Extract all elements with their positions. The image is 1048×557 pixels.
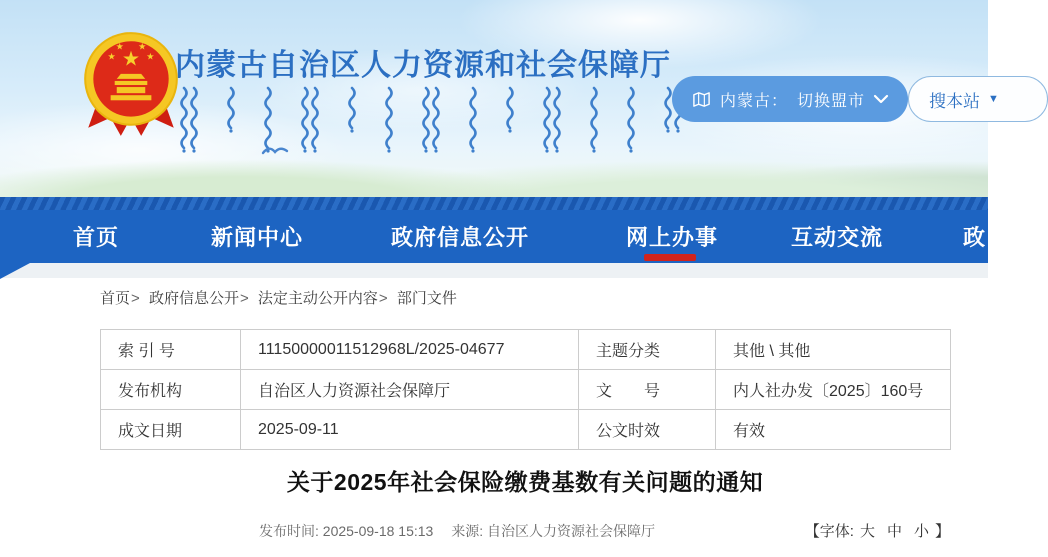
article-meta [259, 521, 655, 541]
search-label: 搜本站 [929, 91, 980, 111]
font-size-medium[interactable]: 中 [886, 523, 902, 540]
site-title[interactable]: 内蒙古自治区人力资源和社会保障厅 [175, 49, 671, 82]
doc-info-label: 主题分类 [579, 330, 716, 370]
svg-text:★: ★ [138, 41, 147, 52]
region-switcher-button[interactable] [672, 76, 908, 122]
active-nav-indicator [644, 254, 696, 261]
breadcrumb-statutory-disclosure[interactable]: 法定主动公开内容 [257, 290, 378, 307]
doc-info-label: 发布机构 [101, 370, 241, 410]
breadcrumb-separator: > [131, 290, 140, 307]
region-current-label: 内蒙古： [720, 92, 789, 110]
font-size-small[interactable]: 小 [913, 523, 929, 540]
breadcrumb-home[interactable]: 首页 [100, 290, 131, 307]
national-emblem-logo [78, 28, 184, 140]
doc-info-table [100, 329, 951, 450]
doc-info-value: 自治区人力资源社会保障厅 [241, 370, 579, 410]
nav-corner-fold [0, 263, 30, 279]
grassland-hills-decoration [0, 147, 988, 197]
svg-text:★: ★ [121, 48, 141, 71]
breadcrumb-separator: > [378, 290, 388, 307]
doc-info-label: 索 引 号 [101, 330, 241, 370]
main-nav [0, 197, 988, 263]
table-row [101, 370, 951, 410]
svg-text:★: ★ [146, 51, 155, 62]
doc-info-label: 公文时效 [579, 410, 716, 450]
nav-item-partial[interactable]: 政 [963, 225, 987, 250]
publish-time-label: 发布时间: [259, 523, 319, 539]
doc-info-value: 11150000011512968L/2025-04677 [241, 330, 579, 370]
nav-shadow-band [0, 263, 988, 278]
doc-info-value: 其他 \ 其他 [716, 330, 951, 370]
svg-text:★: ★ [115, 41, 124, 52]
doc-info-value: 2025-09-11 [241, 410, 579, 450]
site-search-button[interactable] [908, 76, 1048, 122]
breadcrumb-separator: > [239, 290, 249, 307]
table-row [101, 330, 951, 370]
region-switch-label: 切换盟市 [797, 92, 866, 110]
article-title: 关于2025年社会保险缴费基数有关问题的通知 [286, 469, 764, 495]
doc-info-label: 文 号 [579, 370, 716, 410]
font-size-close: 】 [934, 523, 950, 540]
svg-text:★: ★ [107, 51, 116, 62]
font-size-open: 【字体: [804, 523, 854, 540]
bird-icon [262, 144, 288, 156]
breadcrumb [100, 287, 457, 308]
mongolian-script-subtitle [178, 84, 678, 150]
nav-item-interaction[interactable]: 互动交流 [791, 225, 884, 250]
doc-info-value: 内人社办发〔2025〕160号 [716, 370, 951, 410]
publish-time: 2025-09-18 15:13 [322, 523, 434, 539]
map-location-icon [692, 90, 711, 109]
breadcrumb-current: 部门文件 [396, 290, 457, 307]
source-value: 自治区人力资源社会保障厅 [487, 523, 655, 539]
font-size-large[interactable]: 大 [859, 523, 875, 540]
header-banner [0, 0, 999, 197]
nav-item-home[interactable]: 首页 [73, 225, 120, 250]
article-meta-row [100, 518, 950, 544]
source-label: 来源: [451, 523, 484, 539]
nav-item-gov-info[interactable]: 政府信息公开 [391, 225, 530, 250]
doc-info-value: 有效 [716, 410, 951, 450]
chevron-down-icon [874, 95, 888, 104]
font-size-widget [805, 520, 950, 541]
breadcrumb-gov-info[interactable]: 政府信息公开 [148, 290, 239, 307]
table-row [101, 410, 951, 450]
dropdown-arrow-icon: ▼ [988, 93, 999, 105]
nav-item-online-service[interactable]: 网上办事 [626, 225, 719, 250]
doc-info-label: 成文日期 [101, 410, 241, 450]
nav-item-news[interactable]: 新闻中心 [211, 225, 304, 250]
